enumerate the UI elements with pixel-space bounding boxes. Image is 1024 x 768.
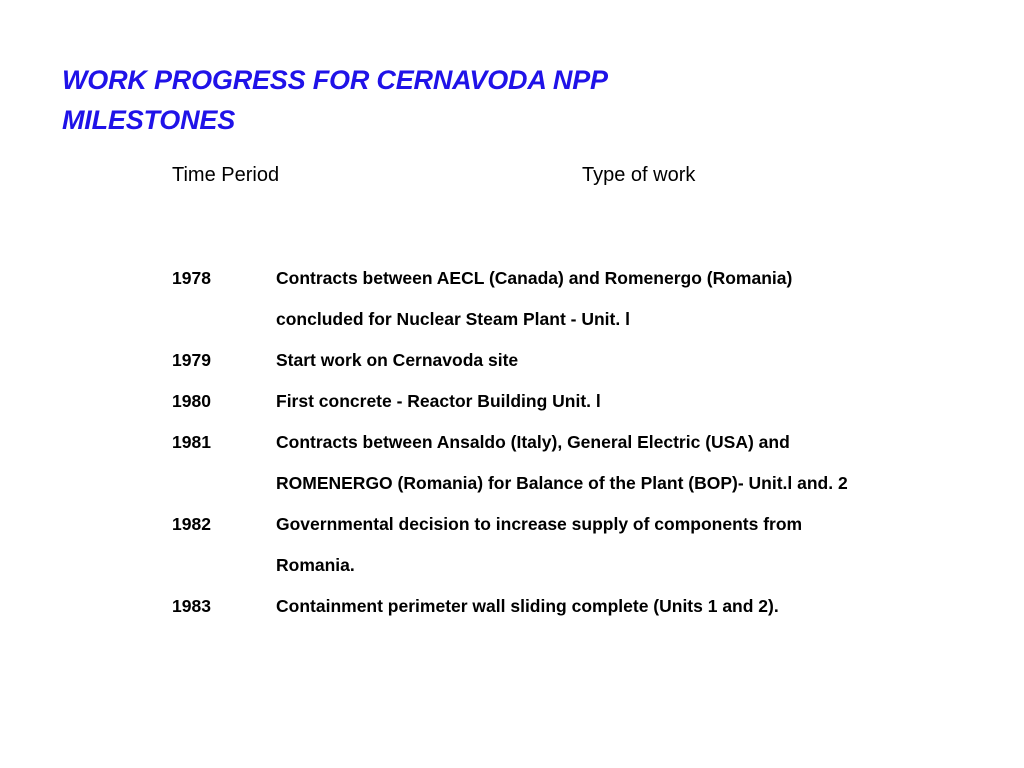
milestone-year: 1983 [172, 596, 211, 616]
milestone-year: 1980 [172, 391, 211, 411]
milestone-year: 1981 [172, 432, 211, 452]
milestone-description: Containment perimeter wall sliding complete (Units 1 and 2). [276, 596, 779, 616]
title-line-2: MILESTONES [62, 105, 236, 135]
milestone-description: Contracts between Ansaldo (Italy), General Electric (USA) and ROMENERGO (Romania) for Balance of the Plant (BOP)- Unit.l and. 2 [276, 432, 848, 493]
time-period-header: Time Period [172, 164, 280, 186]
type-of-work-header: Type of work [582, 164, 696, 186]
milestone-row-1981 [172, 422, 892, 504]
title-line-1: WORK PROGRESS FOR CERNAVODA NPP [62, 65, 608, 95]
milestone-year: 1979 [172, 350, 211, 370]
milestone-description: Governmental decision to increase supply of components from Romania. [276, 514, 803, 575]
milestone-row-1978 [172, 258, 892, 340]
milestone-description: Start work on Cernavoda site [276, 350, 519, 370]
milestone-year: 1982 [172, 514, 211, 534]
milestone-year: 1978 [172, 268, 211, 288]
milestone-description: Contracts between AECL (Canada) and Romenergo (Romania) concluded for Nuclear Steam Plant - Unit. l [276, 268, 793, 329]
milestone-row-1983 [172, 586, 892, 627]
milestone-list [172, 258, 892, 627]
milestone-description: First concrete - Reactor Building Unit. l [276, 391, 601, 411]
milestone-row-1979 [172, 340, 892, 381]
milestone-row-1980 [172, 381, 892, 422]
milestone-row-1982 [172, 504, 892, 586]
slide-title [62, 60, 608, 140]
